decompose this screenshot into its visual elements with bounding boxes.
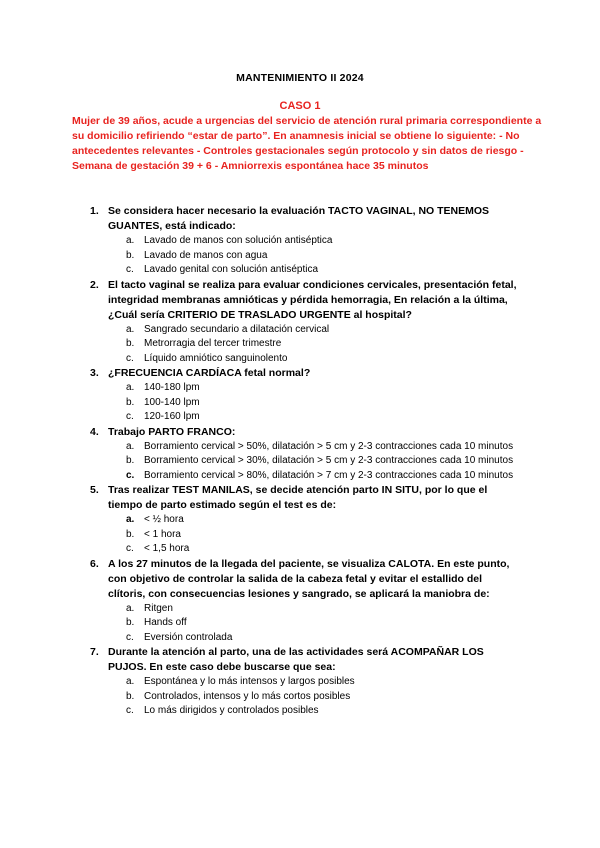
option-text: Lavado de manos con agua — [144, 249, 268, 261]
option-letter: a. — [126, 514, 135, 525]
option-letter: b. — [126, 338, 135, 349]
option-text: Borramiento cervical > 50%, dilatación > 5 cm y 2-3 contracciones cada 10 minutos — [144, 440, 514, 452]
option-item — [0, 234, 600, 249]
question-number: 4. — [90, 425, 99, 438]
question-text: Tras realizar TEST MANILAS, se decide atención parto IN SITU, por lo que el tiempo de parto estimado según el test es de: — [108, 484, 488, 511]
question-text: Se considera hacer necesario la evaluación TACTO VAGINAL, NO TENEMOS GUANTES, está indicado: — [108, 205, 490, 232]
option-letter: c. — [126, 469, 135, 481]
option-letter: b. — [126, 617, 135, 628]
question-item — [0, 204, 600, 278]
option-item — [0, 631, 600, 646]
question-item — [0, 645, 600, 719]
option-text: < ½ hora — [144, 514, 184, 525]
option-text: < 1 hora — [144, 528, 181, 540]
option-item — [0, 602, 600, 617]
option-text: 140-180 lpm — [144, 382, 200, 393]
option-text: Líquido amniótico sanguinolento — [144, 352, 288, 364]
option-text: < 1,5 hora — [144, 543, 190, 554]
option-text: Lavado de manos con solución antiséptica — [144, 235, 333, 246]
option-letter: a. — [126, 323, 135, 335]
question-text: Trabajo PARTO FRANCO: — [108, 425, 236, 438]
option-letter: c. — [126, 543, 134, 554]
question-number: 7. — [90, 646, 99, 658]
option-item — [0, 469, 600, 484]
option-letter: c. — [126, 264, 134, 275]
option-text: Borramiento cervical > 80%, dilatación > 7 cm y 2-3 contracciones cada 10 minutos — [144, 469, 514, 481]
question-number: 5. — [90, 484, 99, 496]
option-item — [0, 352, 600, 367]
question-number: 2. — [90, 278, 99, 291]
option-text: Metrorragia del tercer trimestre — [144, 338, 282, 349]
case-description: Mujer de 39 años, acude a urgencias del servicio de atención rural primaria correspondiente a su domicilio refiriendo “estar de parto”. En anamnesis inicial se obtiene lo siguiente: - No antecedentes relevantes - Controles gestacionales según protocolo y sin datos de riesgo - Semana de gestación 39 + 6 - Amniorrexis espontánea hace 35 minutos — [72, 115, 542, 172]
question-list — [0, 204, 600, 719]
option-item — [0, 542, 600, 557]
option-letter: b. — [126, 396, 135, 408]
option-item — [0, 440, 600, 455]
option-item — [0, 704, 600, 719]
option-item — [0, 263, 600, 278]
question-text: El tacto vaginal se realiza para evaluar condiciones cervicales, presentación fetal, integridad membranas amnióticas y pérdida hemorragia, En relación a la última, ¿Cuál sería CRITERIO DE TRASLADO URGENTE al hospital? — [108, 278, 517, 321]
option-text: Ritgen — [144, 602, 173, 614]
question-text: A los 27 minutos de la llegada del paciente, se visualiza CALOTA. En este punto, con objetivo de controlar la salida de la cabeza fetal y evitar el estallido del clítoris, con consecuencias lesiones y sangrado, se aplicará la maniobra de: — [108, 557, 510, 600]
option-item — [0, 616, 600, 631]
option-text: Controlados, intensos y lo más cortos posibles — [144, 690, 351, 702]
option-item — [0, 454, 600, 469]
option-item — [0, 381, 600, 396]
question-item — [0, 366, 600, 425]
question-number: 1. — [90, 205, 99, 217]
option-letter: b. — [126, 455, 135, 466]
option-text: Lavado genital con solución antiséptica — [144, 264, 319, 275]
case-title: CASO 1 — [279, 100, 321, 112]
option-text: Espontánea y lo más intensos y largos posibles — [144, 676, 355, 687]
option-letter: c. — [126, 352, 134, 364]
option-item — [0, 323, 600, 338]
option-item — [0, 410, 600, 425]
option-text: 100-140 lpm — [144, 396, 200, 408]
question-item — [0, 278, 600, 367]
option-item — [0, 249, 600, 264]
question-number: 3. — [90, 367, 99, 379]
option-text: Eversión controlada — [144, 631, 233, 643]
question-text: ¿FRECUENCIA CARDÍACA fetal normal? — [108, 367, 311, 379]
option-text: Lo más dirigidos y controlados posibles — [144, 705, 319, 716]
option-letter: a. — [126, 676, 135, 687]
option-letter: a. — [126, 602, 135, 614]
option-letter: c. — [126, 411, 134, 422]
option-item — [0, 337, 600, 352]
question-item — [0, 557, 600, 646]
option-item — [0, 528, 600, 543]
option-item — [0, 690, 600, 705]
option-letter: c. — [126, 705, 134, 716]
option-text: Hands off — [144, 617, 187, 628]
option-item — [0, 396, 600, 411]
option-item — [0, 513, 600, 528]
option-item — [0, 675, 600, 690]
option-letter: c. — [126, 631, 134, 643]
question-item — [0, 483, 600, 557]
option-letter: b. — [126, 249, 135, 261]
question-text: Durante la atención al parto, una de las actividades será ACOMPAÑAR LOS PUJOS. En este caso debe buscarse que sea: — [108, 646, 484, 673]
option-letter: a. — [126, 382, 135, 393]
option-letter: b. — [126, 528, 135, 540]
option-letter: a. — [126, 440, 135, 452]
document-title: MANTENIMIENTO II 2024 — [236, 72, 364, 84]
option-text: 120-160 lpm — [144, 411, 200, 422]
question-item — [0, 425, 600, 484]
option-letter: a. — [126, 235, 135, 246]
option-letter: b. — [126, 690, 135, 702]
option-text: Sangrado secundario a dilatación cervical — [144, 323, 330, 335]
option-text: Borramiento cervical > 30%, dilatación > 5 cm y 2-3 contracciones cada 10 minutos — [144, 455, 514, 466]
question-number: 6. — [90, 557, 99, 570]
